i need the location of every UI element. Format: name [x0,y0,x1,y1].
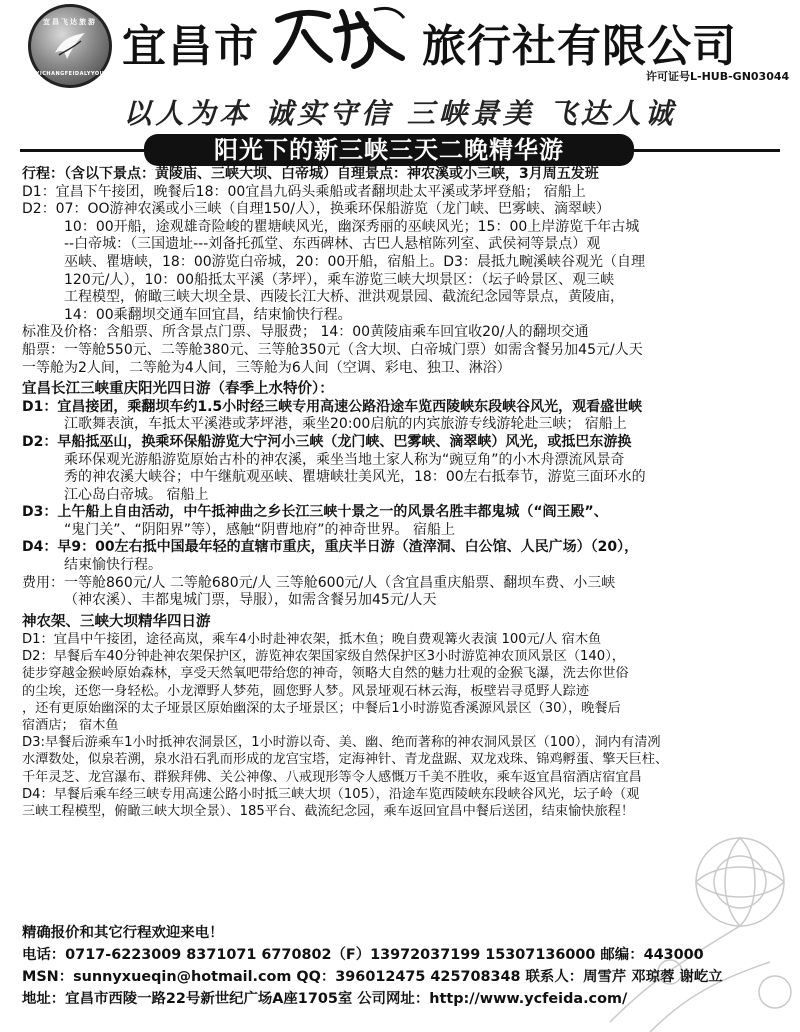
tour2-line: D4：早9：00左右抵中国最年轻的直辖市重庆，重庆半日游（渣滓洞、白公馆、人民广场）（20）， [22,539,639,556]
slogan: 以人为本 诚实守信 三峡景美 飞达人诚 [123,97,677,130]
tour3-line: 宿酒店； 宿木鱼 [22,718,119,734]
tour3-line: 水潭数处，似泉若溯，泉水沿石乳而形成的龙宫宝塔，定海神针、青龙盘踞、双龙戏珠、锦鸡孵蛋、擎天巨柱、 [22,752,669,768]
logo-en-text: YICHANGFEIDALYYOU [35,71,105,77]
tour2-title: 宜昌长江三峡重庆阳光四日游（春季上水特价）： [22,381,334,398]
tour2-line: D2：早船抵巫山，换乘环保船游览大宁河小三峡（龙门峡、巴雾峡、滴翠峡）风光，或抵巴东游换 [22,433,632,450]
msn-qq-line: MSN：sunnyxueqin@hotmail.com QQ：396012475 425708348 联系人：周雪芹 邓琼蓉 谢屹立 [22,969,723,985]
tour3-line: 的尘埃，还您一身轻松。小龙潭野人梦苑，圆您野人梦。风景垭观石林云海，板壁岩寻觅野人踪迹 [22,683,590,699]
tour2-line: 江歌舞表演，车抵太平溪港或茅坪港，乘坐20:00启航的内宾旅游专线游轮赴三峡； 宿船上 [64,416,627,433]
contact-block [22,922,790,1010]
tour1-line: 一等舱为2人间，二等舱为4人间，三等舱为6人间（空调、彩电、独卫、淋浴） [22,359,511,376]
tour3-line: D3:早餐后游乘车1小时抵神农洞景区，1小时游以奇、美、幽、绝而著称的神农洞风景区（100），洞内有清冽 [22,735,661,751]
tour3-line: D4：早餐后乘车经三峡专用高速公路小时抵三峡大坝（105），沿途车览西陵峡东段峡谷风光，坛子岭（观 [22,786,640,802]
tour1-line: 船票：一等舱550元、二等舱380元、三等舱350元（含大坝、白帝城门票）如需含餐另加45元/人天 [22,341,643,358]
header [0,0,800,90]
tour1-line: 工程模型，俯瞰三峡大坝全景、西陵长江大桥、泄洪观景园、截流纪念园等景点，黄陵庙， [64,289,624,306]
tour2-line: “鬼门关”、“阴阳界”等），感触“阴曹地府”的神奇世界。 宿船上 [64,521,455,538]
tour1-line: 行程：（含以下景点：黄陵庙、三峡大坝、白帝城）自理景点：神农溪或小三峡，3月周五发班 [22,166,599,182]
tour-chongqing-four-day [22,381,780,610]
company-logo [28,4,112,88]
tour3-line: D2：早餐后车40分钟赴神农架保护区，游览神农架国家级自然保护区3小时游览神农顶风景区（140）， [22,649,625,665]
tour2-line: D1：宜昌接团，乘翻坝车约1.5小时经三峡专用高速公路沿途车览西陵峡东段峡谷风光，观看盛世峡 [22,398,643,415]
tour2-line: 乘环保观光游船游览原始古朴的神农溪，乘坐当地土家人称为“豌豆角”的小木舟漂流风景奇 [64,451,625,468]
welcome-text: 精确报价和其它行程欢迎来电！ [22,925,224,941]
tour1-line: 120元/人），10：00船抵太平溪（茅坪），乘车游览三峡大坝景区：（坛子岭景区、观三峡 [64,271,615,288]
tour3-line: 三峡工程模型，俯瞰三峡大坝全景）、185平台、截流纪念园，乘车返回宜昌中餐后送团，结束愉快旅程！ [22,804,635,820]
tour3-line: 徒步穿越金猴岭原始森林，享受天然氧吧带给您的神奇，领略大自然的魅力壮观的金猴飞瀑，洗去你世俗 [22,666,629,682]
license-number: 许可证号L-HUB-GN03044 [646,70,790,83]
company-name-suffix: 旅行社有限公司 [422,21,737,72]
tour2-line: 秀的神农溪大峡谷；中午继航观巫峡、瞿塘峡壮美风光，18：00左右抵奉节，游览三面环水的 [64,469,646,486]
tour3-line: 千年灵芝、龙宫瀑布、群猴拜佛、关公神像、八戒现形等令人感慨万千美不胜收，乘车返宜昌宿酒店宿宜昌 [22,769,642,785]
tour2-line: （神农溪）、丰都鬼城门票，导服），如需含餐另加45元/人天 [64,592,437,609]
banner-title: 阳光下的新三峡三天二晚精华游 [144,134,634,166]
bird-icon [53,31,87,61]
itinerary-content [22,166,780,820]
company-name-prefix: 宜昌市 [122,21,260,72]
banner [0,134,800,166]
tour3-line: D1：宜昌中午接团，途径高岚，乘车4小时赴神农架，抵木鱼；晚自费观篝火表演 100元/人 宿木鱼 [22,632,602,648]
tour2-line: 结束愉快行程。 [64,557,162,574]
tour2-line: 江心岛白帝城。 宿船上 [64,486,209,503]
tour3-title: 神农架、三峡大坝精华四日游 [22,613,211,630]
tour2-line: 费用：一等舱860元/人 二等舱680元/人 三等舱600元/人（含宜昌重庆船票、翻坝车费、小三峡 [22,574,616,591]
tour1-line: D1：宜昌下午接团，晚餐后18：00宜昌九码头乘船或者翻坝赴太平溪或茅坪登船； 宿船上 [22,183,586,200]
phone-line: 电话：0717-6223009 8371071 6770802（F）13972037199 15307136000 邮编：443000 [22,947,704,963]
logo-cn-text: 宜昌飞达旅游 [43,18,97,26]
tour1-line: 10：00开船，途观雄奇险峻的瞿塘峡风光，幽深秀丽的巫峡风光；15：00上岸游览千年古城 [64,218,640,235]
tour1-line: 14：00乘翻坝交通车回宜昌，结束愉快行程。 [64,306,352,323]
tour1-line: 巫峡、瞿塘峡，18：00游览白帝城，20：00开船，宿船上。D3：晨抵九畹溪峡谷观光（自理 [64,253,645,270]
tour1-line: 标准及价格：含船票、所含景点门票、导服费； 14：00黄陵庙乘车回宜收20/人的翻坝交通 [22,324,589,341]
tour3-line: ，还有更原始幽深的太子垭景区原始幽深的太子垭景区；中餐后1小时游览香溪源风景区（30），晚餐后 [22,700,621,716]
tour-three-day [22,166,780,377]
tour1-line: --白帝城：（三国遗址---刘备托孤堂、东西碑林、古巴人悬棺陈列室、武侯祠等景点）观 [64,236,601,253]
feida-brand-mark [270,2,410,72]
address-line: 地址：宜昌市西陵一路22号新世纪广场A座1705室 公司网址：http://www.ycfeida.com/ [22,991,628,1007]
tour2-line: D3：上午船上自由活动，中午抵神曲之乡长江三峡十景之一的风景名胜丰都鬼城（“阎王殿”、 [22,504,608,521]
tour1-line: D2：07：OO游神农溪或小三峡（自理150/人），换乘环保船游览（龙门峡、巴雾峡、滴翠峡） [22,201,610,218]
